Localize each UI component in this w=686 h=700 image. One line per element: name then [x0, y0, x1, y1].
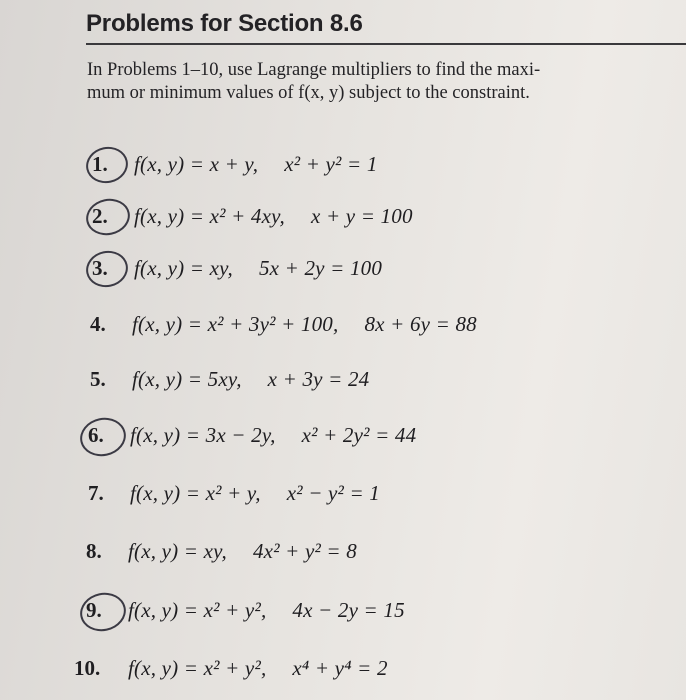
constraint: x² + y² = 1: [284, 152, 378, 176]
problem-6: [88, 423, 416, 448]
problem-number: 9.: [86, 598, 102, 622]
problem-10: [74, 656, 388, 681]
problem-number: 2.: [92, 204, 108, 228]
problem-number: 1.: [92, 152, 108, 176]
problem-1: [92, 152, 378, 177]
problem-5: [90, 367, 369, 392]
problem-9: [86, 598, 405, 623]
constraint: 8x + 6y = 88: [364, 312, 477, 336]
objective-function: f(x, y) = 3x − 2y,: [130, 423, 276, 447]
objective-function: f(x, y) = x² + y²,: [128, 598, 267, 622]
instructions-line-2: mum or minimum values of f(x, y) subject to the constraint.: [87, 83, 530, 103]
problem-number: 4.: [90, 312, 106, 336]
constraint: 5x + 2y = 100: [258, 256, 383, 280]
problem-3: [92, 256, 382, 281]
problem-number: 8.: [86, 539, 102, 563]
handwritten-circle-9: [77, 589, 130, 636]
problem-2: [92, 204, 413, 229]
instructions: [87, 59, 667, 105]
heading-rule: [86, 43, 686, 45]
problem-number: 6.: [88, 423, 104, 447]
objective-function: f(x, y) = x² + 3y² + 100,: [132, 312, 339, 336]
constraint: x² − y² = 1: [286, 481, 381, 505]
handwritten-circle-3: [83, 247, 132, 291]
handwritten-circle-2: [83, 195, 134, 239]
instructions-line-1: In Problems 1–10, use Lagrange multipliers to find the maxi-: [87, 60, 541, 80]
problem-7: [88, 481, 380, 506]
handwritten-circle-6: [77, 414, 130, 461]
constraint: x⁴ + y⁴ = 2: [292, 656, 388, 680]
objective-function: f(x, y) = x² + y,: [130, 481, 261, 505]
objective-function: f(x, y) = x² + 4xy,: [134, 204, 285, 228]
problem-number: 3.: [92, 256, 108, 280]
objective-function: f(x, y) = xy,: [128, 539, 227, 563]
objective-function: f(x, y) = 5xy,: [132, 367, 242, 391]
handwritten-circle-1: [83, 143, 132, 187]
objective-function: f(x, y) = xy,: [134, 256, 233, 280]
objective-function: f(x, y) = x + y,: [134, 152, 259, 176]
constraint: x² + 2y² = 44: [301, 423, 417, 447]
problem-number: 10.: [74, 656, 101, 680]
constraint: 4x − 2y = 15: [292, 598, 405, 622]
problem-8: [86, 539, 357, 564]
problem-number: 5.: [90, 367, 106, 391]
constraint: x + y = 100: [310, 204, 413, 228]
constraint: x + 3y = 24: [267, 367, 370, 391]
constraint: 4x² + y² = 8: [252, 539, 357, 563]
problem-number: 7.: [88, 481, 104, 505]
section-heading: Problems for Section 8.6: [86, 10, 363, 37]
problem-4: [90, 312, 477, 337]
objective-function: f(x, y) = x² + y²,: [128, 656, 267, 680]
